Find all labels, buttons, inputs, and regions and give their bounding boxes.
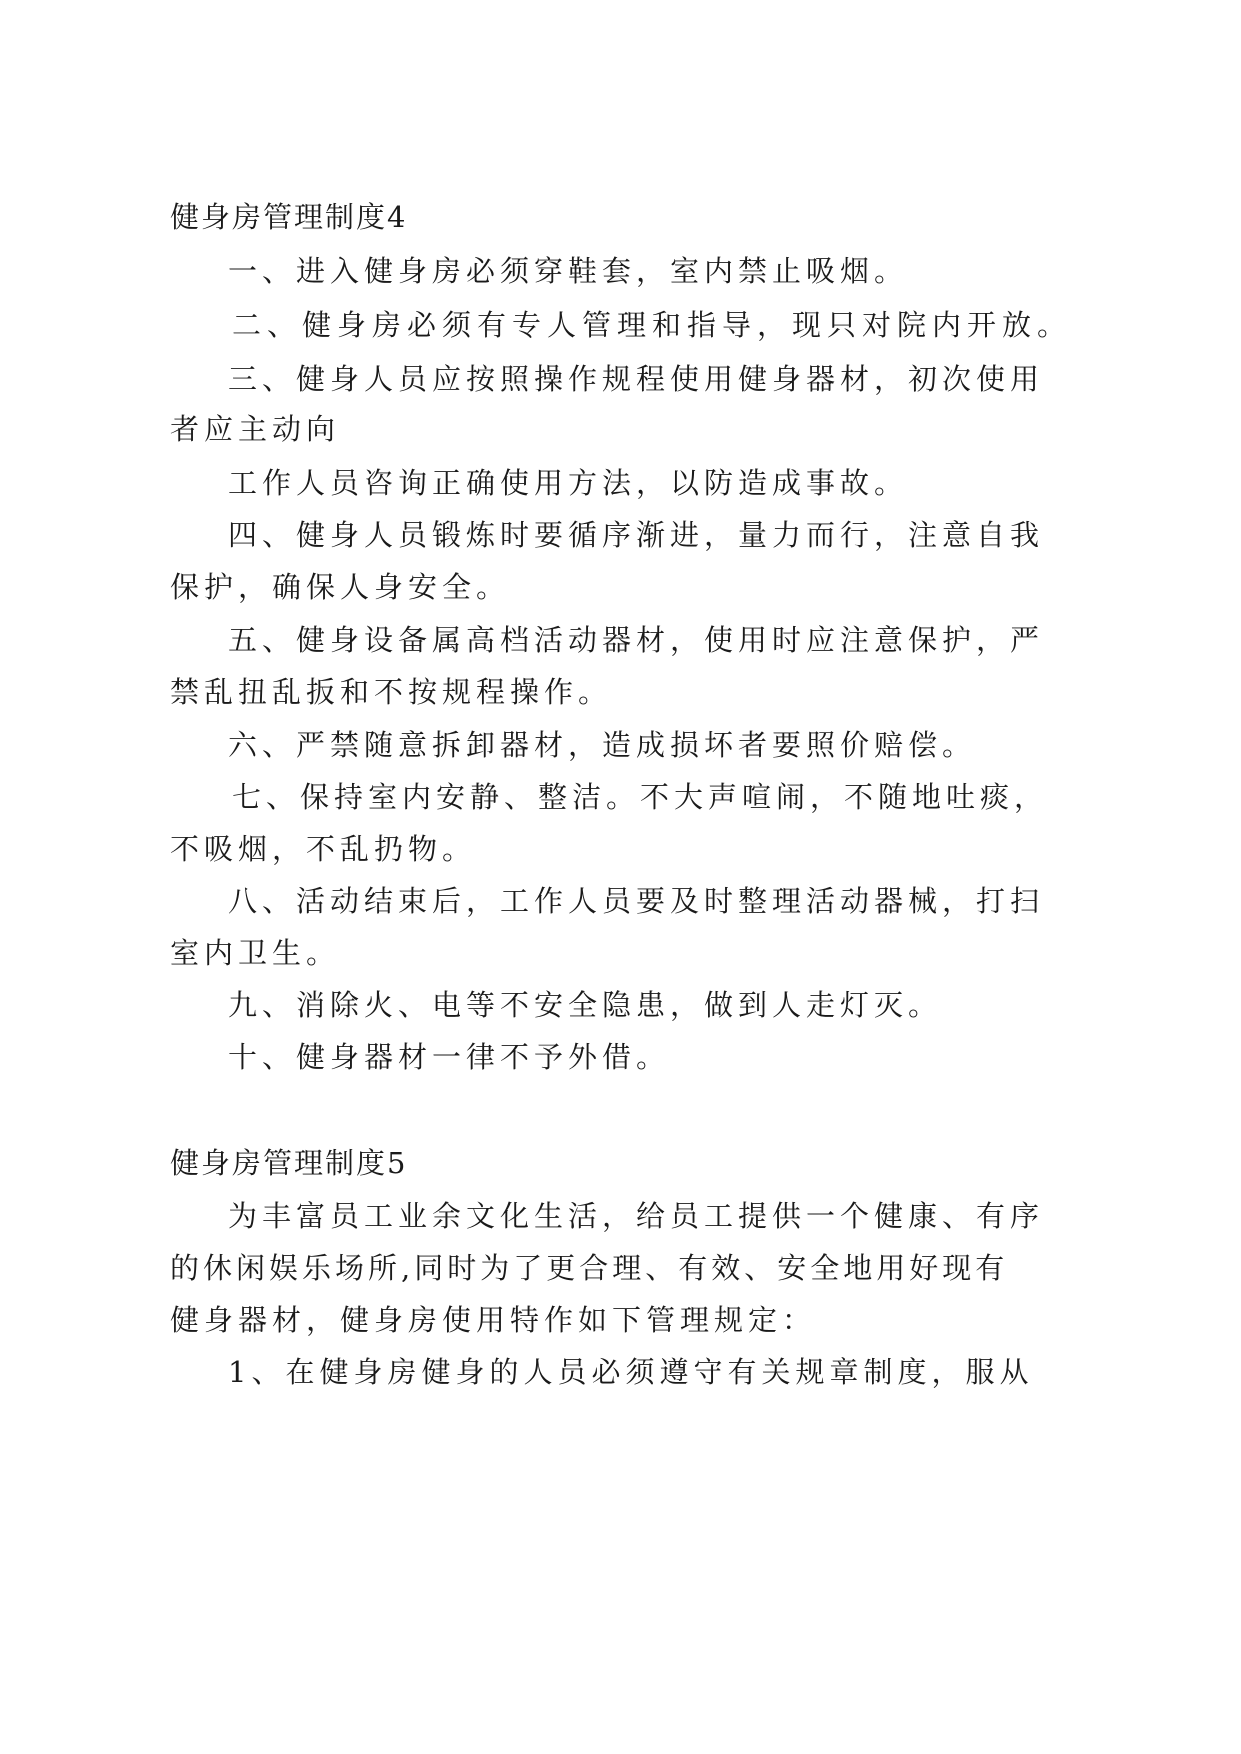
rule-6: 六、严禁随意拆卸器材，造成损坏者要照价赔偿。 bbox=[228, 728, 977, 762]
paragraph-line: 为丰富员工业余文化生活，给员工提供一个健康、有序 bbox=[228, 1199, 1045, 1233]
paragraph-line: 的休闲娱乐场所,同时为了更合理、有效、安全地用好现有 bbox=[170, 1251, 1009, 1285]
paragraph-line: 室内卫生。 bbox=[170, 936, 341, 970]
paragraph-line: 不吸烟，不乱扔物。 bbox=[170, 832, 477, 866]
rule-8: 八、活动结束后，工作人员要及时整理活动器械，打扫 bbox=[228, 884, 1045, 918]
paragraph-line: 工作人员咨询正确使用方法，以防造成事故。 bbox=[228, 466, 909, 500]
paragraph-line: 禁乱扭乱扳和不按规程操作。 bbox=[170, 675, 613, 709]
rule-4: 四、健身人员锻炼时要循序渐进，量力而行，注意自我 bbox=[228, 518, 1045, 552]
rule-5: 五、健身设备属高档活动器材，使用时应注意保护，严 bbox=[228, 623, 1045, 657]
rule-10: 十、健身器材一律不予外借。 bbox=[228, 1040, 671, 1074]
section-title: 健身房管理制度4 bbox=[170, 200, 408, 234]
rule-9: 九、消除火、电等不安全隐患，做到人走灯灭。 bbox=[228, 988, 943, 1022]
paragraph-line: 健身器材，健身房使用特作如下管理规定： bbox=[170, 1303, 817, 1337]
rule-7: 七、保持室内安静、整洁。不大声喧闹，不随地吐痰， bbox=[232, 780, 1049, 814]
rule-1: 1、在健身房健身的人员必须遵守有关规章制度，服从 bbox=[228, 1355, 1034, 1389]
section-title: 健身房管理制度5 bbox=[170, 1146, 408, 1180]
rule-2: 二、健身房必须有专人管理和指导，现只对院内开放。 bbox=[232, 308, 1073, 342]
rule-1: 一、进入健身房必须穿鞋套，室内禁止吸烟。 bbox=[228, 254, 909, 288]
paragraph-line: 保护，确保人身安全。 bbox=[170, 570, 511, 604]
paragraph-line: 者应主动向 bbox=[170, 412, 341, 446]
rule-3: 三、健身人员应按照操作规程使用健身器材，初次使用 bbox=[228, 362, 1045, 396]
